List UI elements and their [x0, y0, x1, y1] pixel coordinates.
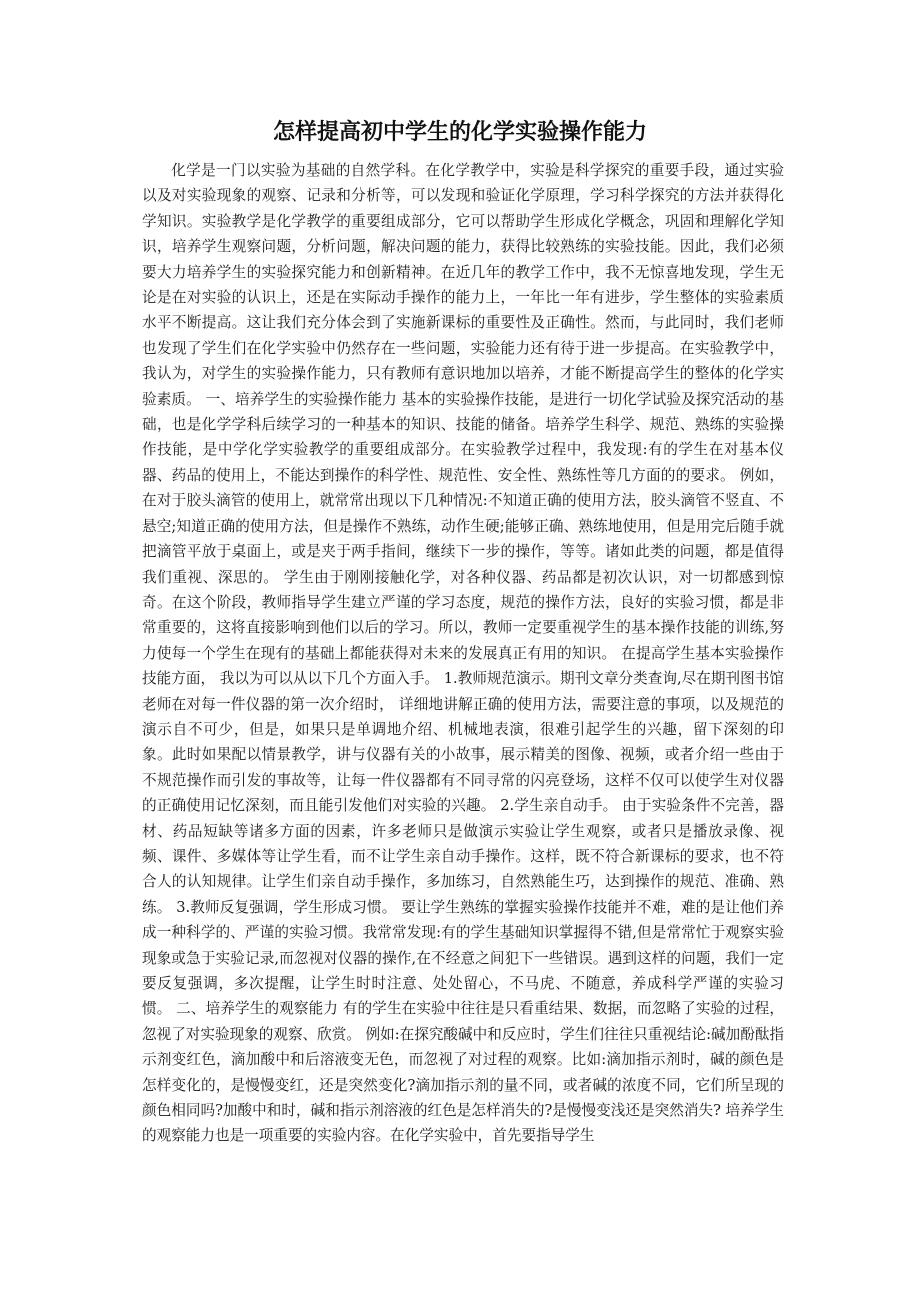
document-title: 怎样提高初中学生的化学实验操作能力: [272, 120, 647, 145]
document-body-paragraph: 化学是一门以实验为基础的自然学科。在化学教学中，实验是科学探究的重要手段，通过实验以及对实验现象的观察、记录和分析等，可以发现和验证化学原理，学习科学探究的方法并获得化学知识。实验教学是化学教学的重要组成部分，它可以帮助学生形成化学概念，巩固和理解化学知识，培养学生观察问题，分析问题，解决问题的能力，获得比较熟练的实验技能。因此，我们必须要大力培养学生的实验探究能力和创新精神。在近几年的教学工作中，我不无惊喜地发现，学生无论是在对实验的认识上，还是在实际动手操作的能力上，一年比一年有进步，学生整体的实验素质水平不断提高。这让我们充分体会到了实施新课标的重要性及正确性。然而，与此同时，我们老师也发现了学生们在化学实验中仍然存在一些问题，实验能力还有待于进一步提高。在实验教学中，我认为，对学生的实验操作能力，只有教师有意识地加以培养，才能不断提高学生的整体的化学实验素质。 一、培养学生的实验操作能力 基本的实验操作技能，是进行一切化学试验及探究活动的基础，也是化学学科后续学习的一种基本的知识、技能的储备。培养学生科学、规范、熟练的实验操作技能，是中学化学实验教学的重要组成部分。在实验教学过程中，我发现:有的学生在对基本仪器、药品的使用上，不能达到操作的科学性、规范性、安全性、熟练性等几方面的的要求。 例如，在对于胶头滴管的使用上，就常常出现以下几种情况:不知道正确的使用方法，胶头滴管不竖直、不悬空;知道正确的使用方法，但是操作不熟练，动作生硬;能够正确、熟练地使用，但是用完后随手就把滴管平放于桌面上，或是夹于两手指间，继续下一步的操作，等等。诸如此类的问题，都是值得我们重视、深思的。 学生由于刚刚接触化学，对各种仪器、药品都是初次认识，对一切都感到惊奇。在这个阶段，教师指导学生建立严谨的学习态度，规范的操作方法，良好的实验习惯，都是非常重要的，这将直接影响到他们以后的学习。所以，教师一定要重视学生的基本操作技能的训练,努力使每一个学生在现有的基础上都能获得对未来的发展真正有用的知识。 在提高学生基本实验操作技能方面， 我以为可以从以下几个方面入手。 1.教师规范演示。期刊文章分类查询,尽在期刊图书馆 老师在对每一件仪器的第一次介绍时， 详细地讲解正确的使用方法，需要注意的事项，以及规范的演示自不可少，但是，如果只是单调地介绍、机械地表演，很难引起学生的兴趣，留下深刻的印象。此时如果配以情景教学，讲与仪器有关的小故事，展示精美的图像、视频，或者介绍一些由于不规范操作而引发的事故等，让每一件仪器都有不同寻常的闪亮登场，这样不仅可以使学生对仪器的正确使用记忆深刻，而且能引发他们对实验的兴趣。 2.学生亲自动手。 由于实验条件不完善，器材、药品短缺等诸多方面的因素，许多老师只是做演示实验让学生观察，或者只是播放录像、视频、课件、多媒体等让学生看，而不让学生亲自动手操作。这样，既不符合新课标的要求，也不符合人的认知规律。让学生们亲自动手操作，多加练习，自然熟能生巧，达到操作的规范、准确、熟练。 3.教师反复强调，学生形成习惯。 要让学生熟练的掌握实验操作技能并不难，难的是让他们养成一种科学的、严谨的实验习惯。我常常发现:有的学生基础知识掌握得不错,但是常常忙于观察实验现象或急于实验记录,而忽视对仪器的操作,在不经意之间犯下一些错误。遇到这样的问题，我们一定要反复强调，多次提醒，让学生时时注意、处处留心，不马虎、不随意，养成科学严谨的实验习惯。 二、培养学生的观察能力 有的学生在实验中往往是只看重结果、数据，而忽略了实验的过程，忽视了对实验现象的观察、欣赏。 例如:在探究酸碱中和反应时，学生们往往只重视结论:碱加酚酞指示剂变红色，滴加酸中和后溶液变无色，而忽视了对过程的观察。比如:滴加指示剂时，碱的颜色是怎样变化的，是慢慢变红，还是突然变化?滴加指示剂的量不同，或者碱的浓度不同，它们所呈现的颜色相同吗?加酸中和时，碱和指示剂溶液的红色是怎样消失的?是慢慢变浅还是突然消失? 培养学生的观察能力也是一项重要的实验内容。在化学实验中，首先要指导学生: [142, 162, 785, 1145]
